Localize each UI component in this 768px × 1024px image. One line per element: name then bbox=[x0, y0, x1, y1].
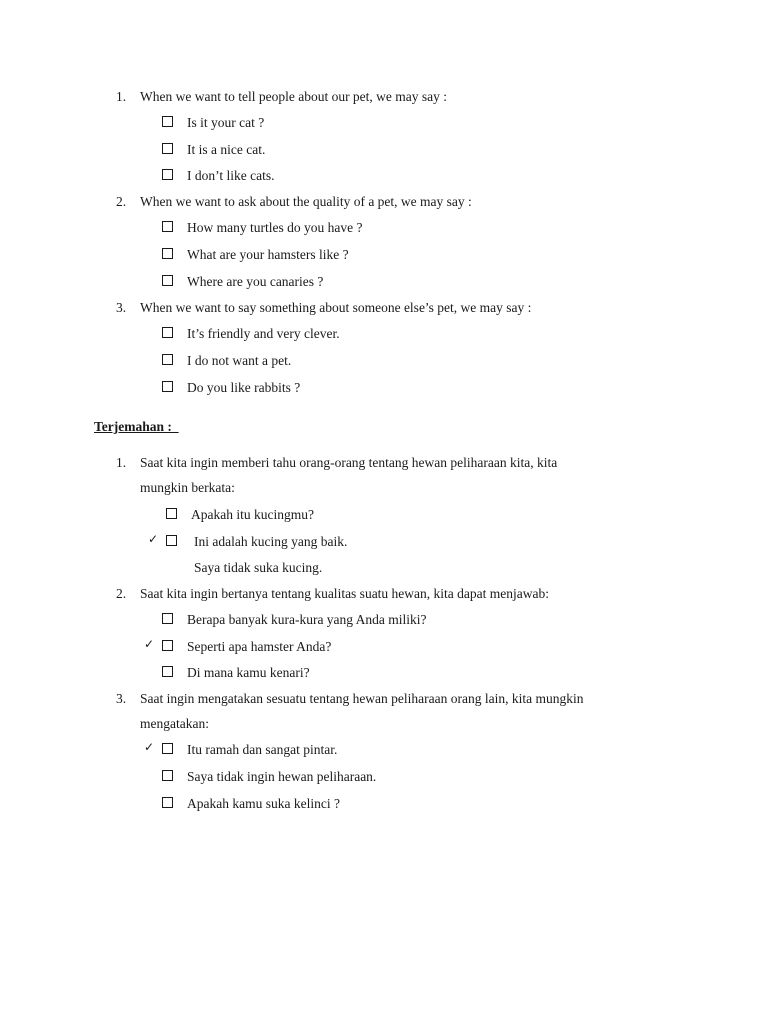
question-number: 1. bbox=[116, 455, 127, 470]
question-1 bbox=[116, 89, 448, 105]
option-label: I do not want a pet. bbox=[187, 353, 292, 368]
checkbox-icon[interactable] bbox=[162, 613, 173, 624]
option-label: Apakah kamu suka kelinci ? bbox=[187, 796, 340, 811]
question-text: When we want to ask about the quality of a pet, we may say : bbox=[140, 194, 472, 209]
option-label: What are your hamsters like ? bbox=[187, 247, 349, 262]
checkbox-icon[interactable] bbox=[162, 354, 173, 365]
checkmark-icon: ✓ bbox=[148, 532, 159, 546]
option-label: Where are you canaries ? bbox=[187, 274, 324, 289]
option-1a[interactable] bbox=[162, 115, 264, 131]
translation-option-2c[interactable] bbox=[162, 665, 310, 681]
question-3 bbox=[116, 300, 532, 316]
question-2 bbox=[116, 194, 472, 210]
checkbox-icon[interactable] bbox=[162, 743, 173, 754]
checkbox-icon[interactable] bbox=[166, 508, 177, 519]
translation-option-1b[interactable] bbox=[166, 534, 347, 550]
option-1c[interactable] bbox=[162, 168, 274, 184]
checkbox-icon[interactable] bbox=[162, 640, 173, 651]
question-text: When we want to say something about someone else’s pet, we may say : bbox=[140, 300, 532, 315]
checkbox-icon[interactable] bbox=[162, 770, 173, 781]
option-2a[interactable] bbox=[162, 220, 362, 236]
translation-heading: Terjemahan : bbox=[94, 419, 179, 434]
option-3c[interactable] bbox=[162, 380, 300, 396]
option-3b[interactable] bbox=[162, 353, 291, 369]
question-text: When we want to tell people about our pet, we may say : bbox=[140, 89, 448, 104]
checkbox-icon[interactable] bbox=[162, 797, 173, 808]
question-number: 3. bbox=[116, 691, 127, 706]
checkmark-icon: ✓ bbox=[144, 637, 155, 651]
checkbox-icon[interactable] bbox=[162, 381, 173, 392]
translation-option-2b[interactable] bbox=[162, 639, 331, 655]
option-label: Saya tidak ingin hewan peliharaan. bbox=[187, 769, 377, 784]
checkbox-icon[interactable] bbox=[162, 116, 173, 127]
question-number: 3. bbox=[116, 300, 127, 315]
question-text-line1: Saat kita ingin bertanya tentang kualitas suatu hewan, kita dapat menjawab: bbox=[140, 586, 549, 601]
checkbox-icon[interactable] bbox=[162, 666, 173, 677]
option-label: Di mana kamu kenari? bbox=[187, 665, 310, 680]
translation-option-3a[interactable] bbox=[162, 742, 337, 758]
checkbox-icon[interactable] bbox=[162, 275, 173, 286]
option-3a[interactable] bbox=[162, 326, 340, 342]
option-label: How many turtles do you have ? bbox=[187, 220, 363, 235]
option-label: I don’t like cats. bbox=[187, 168, 275, 183]
question-text-line1: Saat kita ingin memberi tahu orang-orang tentang hewan peliharaan kita, kita bbox=[140, 455, 558, 470]
option-label: Is it your cat ? bbox=[187, 115, 265, 130]
checkbox-icon[interactable] bbox=[162, 327, 173, 338]
checkbox-icon[interactable] bbox=[166, 561, 177, 572]
question-number: 2. bbox=[116, 586, 127, 601]
translation-question-1 bbox=[116, 455, 558, 495]
option-label: Do you like rabbits ? bbox=[187, 380, 301, 395]
option-label: It’s friendly and very clever. bbox=[187, 326, 340, 341]
translation-option-3c[interactable] bbox=[162, 796, 340, 812]
option-label: Itu ramah dan sangat pintar. bbox=[187, 742, 338, 757]
question-text-line2: mungkin berkata: bbox=[140, 480, 235, 495]
option-label: Saya tidak suka kucing. bbox=[194, 560, 323, 575]
question-text-line2: mengatakan: bbox=[140, 716, 209, 731]
translation-option-1c[interactable] bbox=[166, 560, 322, 576]
question-text-line1: Saat ingin mengatakan sesuatu tentang hewan peliharaan orang lain, kita mungkin bbox=[140, 691, 584, 706]
translation-option-2a[interactable] bbox=[162, 612, 427, 628]
option-label: It is a nice cat. bbox=[187, 142, 266, 157]
checkbox-icon[interactable] bbox=[162, 248, 173, 259]
translation-option-1a[interactable] bbox=[166, 507, 314, 523]
option-label: Apakah itu kucingmu? bbox=[191, 507, 314, 522]
checkbox-icon[interactable] bbox=[162, 169, 173, 180]
question-number: 2. bbox=[116, 194, 127, 209]
question-number: 1. bbox=[116, 89, 127, 104]
translation-question-2 bbox=[116, 586, 549, 602]
checkbox-icon[interactable] bbox=[166, 535, 177, 546]
translation-question-3 bbox=[116, 691, 584, 731]
option-label: Seperti apa hamster Anda? bbox=[187, 639, 332, 654]
option-1b[interactable] bbox=[162, 142, 265, 158]
option-2b[interactable] bbox=[162, 247, 349, 263]
option-label: Ini adalah kucing yang baik. bbox=[194, 534, 348, 549]
option-label: Berapa banyak kura-kura yang Anda miliki? bbox=[187, 612, 427, 627]
checkbox-icon[interactable] bbox=[162, 143, 173, 154]
checkbox-icon[interactable] bbox=[162, 221, 173, 232]
option-2c[interactable] bbox=[162, 274, 323, 290]
translation-option-3b[interactable] bbox=[162, 769, 376, 785]
checkmark-icon: ✓ bbox=[144, 740, 155, 754]
